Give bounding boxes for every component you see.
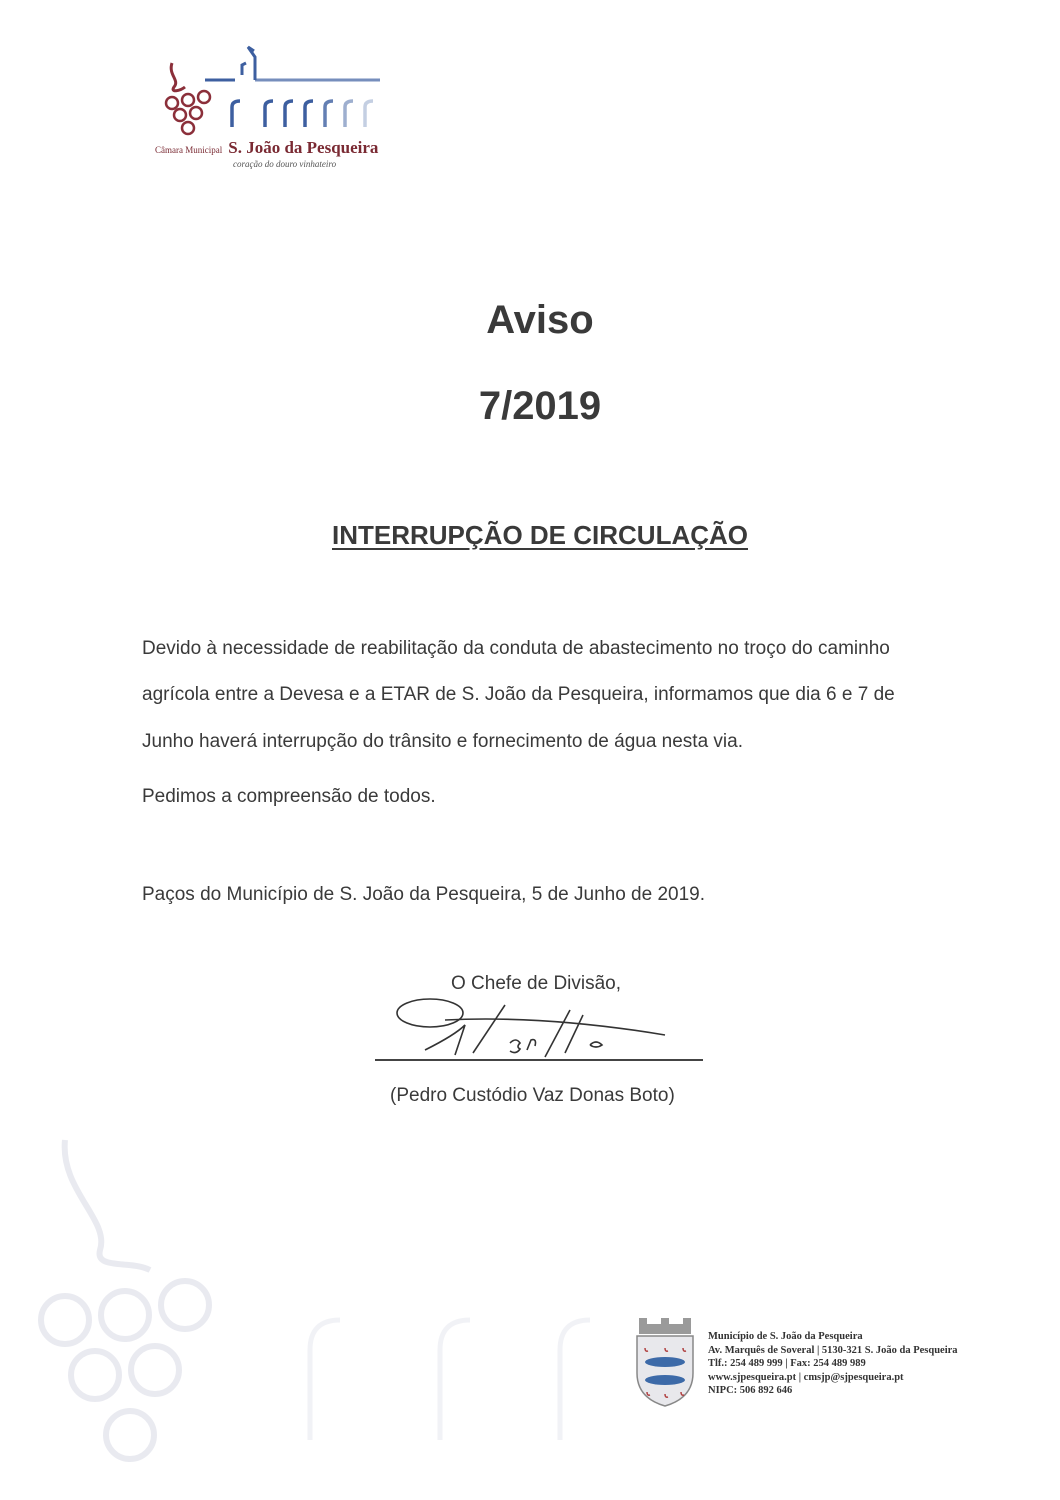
notice-number: 7/2019: [478, 384, 602, 428]
footer-line: Tlf.: 254 489 999 | Fax: 254 489 989: [708, 1358, 866, 1369]
handwritten-signature-icon: [395, 995, 685, 1065]
footer-line: NIPC: 506 892 646: [708, 1385, 793, 1396]
municipality-logo: [150, 35, 410, 175]
footer-line: www.sjpesqueira.pt | cmsjp@sjpesqueira.pt: [708, 1371, 904, 1383]
signatory-name: (Pedro Custódio Vaz Donas Boto): [390, 1085, 675, 1106]
place-date: Paços do Município de S. João da Pesqueira, 5 de Junho de 2019.: [142, 884, 706, 905]
watermark-logo-icon: [20, 1120, 620, 1500]
footer-line: Município de S. João da Pesqueira: [708, 1331, 863, 1342]
body-line: agrícola entre a Devesa e a ETAR de S. João da Pesqueira, informamos que dia 6 e 7 de: [142, 684, 895, 705]
logo-tagline: coração do douro vinhateiro: [233, 159, 337, 169]
municipal-crest-icon: [625, 1318, 705, 1418]
body-closing: Pedimos a compreensão de todos.: [142, 786, 436, 807]
signature-role: O Chefe de Divisão,: [451, 973, 622, 994]
notice-subject: INTERRUPÇÃO DE CIRCULAÇÃO: [332, 520, 748, 550]
body-line: Junho haverá interrupção do trânsito e fornecimento de água nesta via.: [142, 731, 743, 752]
logo-graphic-icon: [150, 35, 410, 140]
notice-title: Aviso: [486, 298, 594, 342]
logo-org-prefix: Câmara Municipal: [155, 145, 223, 155]
body-line: Devido à necessidade de reabilitação da conduta de abastecimento no troço do caminho: [142, 638, 890, 659]
signature-line: [375, 1059, 703, 1061]
logo-org-name: S. João da Pesqueira: [228, 138, 379, 157]
footer-line: Av. Marquês de Soveral | 5130-321 S. João da Pesqueira: [708, 1344, 958, 1356]
